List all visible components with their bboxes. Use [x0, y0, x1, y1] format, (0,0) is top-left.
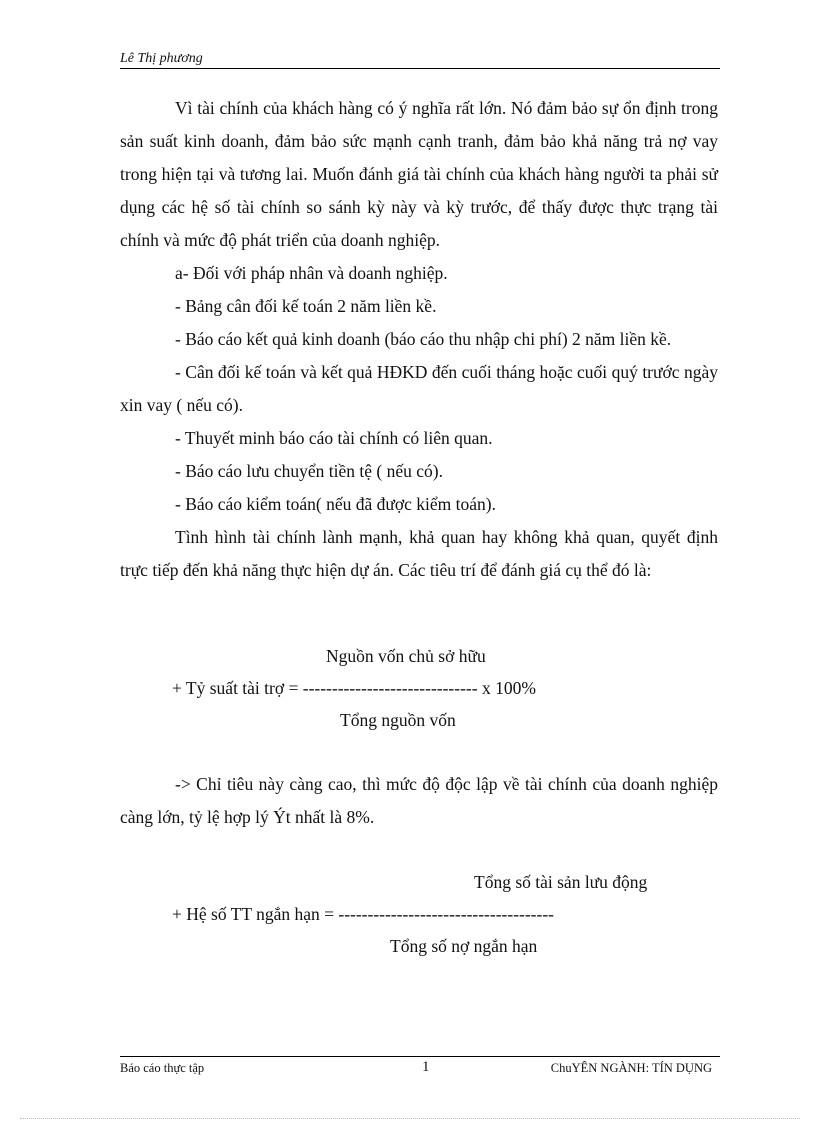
list-item: - Báo cáo kết quả kinh doanh (báo cáo thu nhập chi phí) 2 năm liền kề. — [175, 329, 672, 349]
footer-title: Báo cáo thực tập — [120, 1061, 205, 1075]
formula-label: + Hệ số TT ngắn hạn = ------------------------------------- — [172, 904, 554, 924]
formula-short-term-ratio — [120, 866, 720, 966]
list-heading: a- Đối với pháp nhân và doanh nghiệp. — [175, 263, 448, 283]
header-author: Lê Thị phương — [120, 51, 203, 66]
formula-denominator: Tổng nguồn vốn — [340, 710, 456, 730]
list-item: - Cân đối kế toán và kết quả HĐKD đến cuối tháng hoặc cuối quý trước ngày xin vay ( nếu có). — [120, 362, 718, 415]
document-body-continued — [120, 768, 718, 834]
list-item: - Thuyết minh báo cáo tài chính có liên quan. — [175, 428, 493, 448]
formula-denominator: Tổng số nợ ngắn hạn — [390, 936, 538, 956]
page-header — [120, 50, 720, 69]
list-item: - Báo cáo kiểm toán( nếu đã được kiểm toán). — [175, 494, 496, 514]
footer-major: ChuYÊN NGÀNH: TÍN DỤNG — [550, 1061, 712, 1075]
page-number: 1 — [422, 1059, 430, 1075]
paragraph-criteria: Tình hình tài chính lành mạnh, khả quan hay không khả quan, quyết định trực tiếp đến khả năng thực hiện dự án. Các tiêu trí để đánh giá cụ thể đó là: — [120, 527, 718, 580]
formula-self-financing-ratio — [120, 640, 720, 740]
page-bottom-divider — [20, 1118, 800, 1119]
list-item: - Bảng cân đối kế toán 2 năm liền kề. — [175, 296, 437, 316]
document-body — [120, 92, 718, 587]
list-item: - Báo cáo lưu chuyển tiền tệ ( nếu có). — [175, 461, 443, 481]
paragraph-intro: Vì tài chính của khách hàng có ý nghĩa rất lớn. Nó đảm bảo sự ổn định trong sản suất kinh doanh, đảm bảo sức mạnh cạnh tranh, đảm bảo khả năng trả nợ vay trong hiện tại và tương lai. Muốn đánh giá tài chính của khách hàng người ta phải sử dụng các hệ số tài chính so sánh kỳ này và kỳ trước, để thấy được thực trạng tài chính và mức độ phát triển của doanh nghiệp. — [120, 98, 718, 250]
paragraph-comment: -> Chỉ tiêu này càng cao, thì mức độ độc lập về tài chính của doanh nghiệp càng lớn, tỷ lệ hợp lý Ýt nhất là 8%. — [120, 774, 718, 827]
formula-label: + Tỷ suất tài trợ = ------------------------------ x 100% — [172, 678, 536, 698]
page-footer — [120, 1056, 720, 1079]
formula-numerator: Tổng số tài sản lưu động — [474, 872, 648, 892]
formula-numerator: Nguồn vốn chủ sở hữu — [326, 646, 486, 666]
